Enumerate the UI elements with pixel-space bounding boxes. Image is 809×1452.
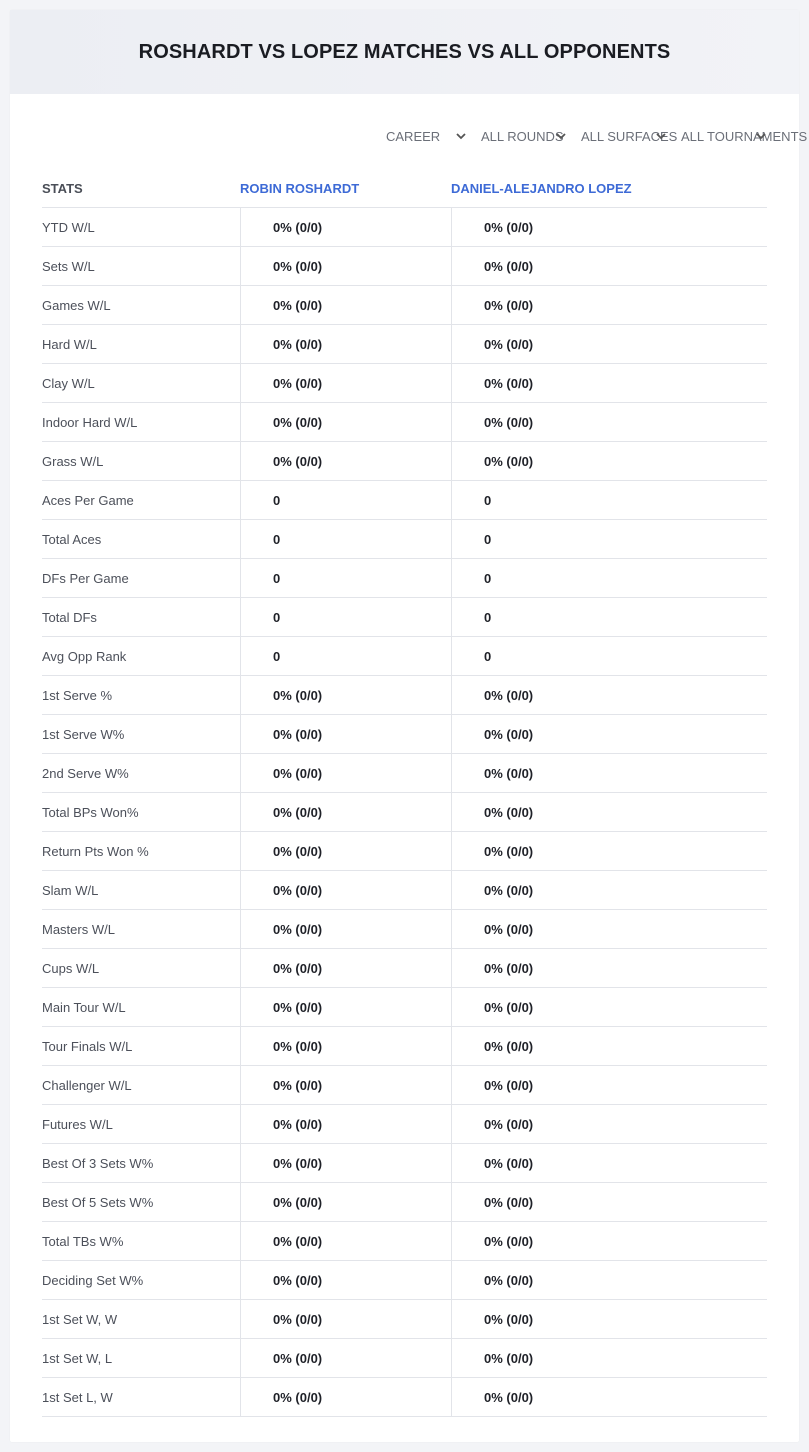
player2-value: 0% (0/0) bbox=[451, 676, 767, 714]
player2-value: 0% (0/0) bbox=[451, 1066, 767, 1104]
table-row bbox=[42, 1300, 767, 1339]
chevron-down-icon bbox=[755, 130, 767, 142]
surfaces-select-label: ALL SURFACES bbox=[581, 128, 678, 144]
player2-value: 0% (0/0) bbox=[451, 910, 767, 948]
table-row bbox=[42, 676, 767, 715]
player1-value: 0% (0/0) bbox=[240, 988, 451, 1026]
player2-value: 0% (0/0) bbox=[451, 1144, 767, 1182]
player1-value: 0% (0/0) bbox=[240, 715, 451, 753]
page-title: ROSHARDT VS LOPEZ MATCHES VS ALL OPPONENTS bbox=[138, 40, 671, 63]
player2-value: 0% (0/0) bbox=[451, 793, 767, 831]
player1-value: 0% (0/0) bbox=[240, 676, 451, 714]
stat-label: YTD W/L bbox=[42, 219, 95, 235]
player1-value: 0% (0/0) bbox=[240, 1144, 451, 1182]
player2-value: 0% (0/0) bbox=[451, 1105, 767, 1143]
player1-value: 0% (0/0) bbox=[240, 364, 451, 402]
stat-label: 1st Serve % bbox=[42, 687, 113, 703]
table-row bbox=[42, 949, 767, 988]
table-row bbox=[42, 520, 767, 559]
player1-value: 0 bbox=[240, 598, 451, 636]
stat-label: Hard W/L bbox=[42, 336, 97, 352]
stat-label: DFs Per Game bbox=[42, 570, 129, 586]
player2-value: 0 bbox=[451, 598, 767, 636]
stat-label: Total DFs bbox=[42, 609, 97, 625]
player1-value: 0% (0/0) bbox=[240, 247, 451, 285]
player2-link[interactable]: DANIEL-ALEJANDRO LOPEZ bbox=[451, 181, 632, 196]
player2-value: 0 bbox=[451, 520, 767, 558]
table-row bbox=[42, 1378, 767, 1417]
stat-label: Clay W/L bbox=[42, 375, 95, 391]
player1-value: 0% (0/0) bbox=[240, 1300, 451, 1338]
player1-value: 0% (0/0) bbox=[240, 325, 451, 363]
player2-value: 0% (0/0) bbox=[451, 871, 767, 909]
table-row bbox=[42, 871, 767, 910]
player2-value: 0% (0/0) bbox=[451, 1378, 767, 1416]
player2-value: 0% (0/0) bbox=[451, 1183, 767, 1221]
stat-label: Main Tour W/L bbox=[42, 999, 126, 1015]
player2-value: 0% (0/0) bbox=[451, 988, 767, 1026]
player2-value: 0% (0/0) bbox=[451, 949, 767, 987]
stat-label: Slam W/L bbox=[42, 882, 99, 898]
stat-label: 1st Set L, W bbox=[42, 1389, 113, 1405]
table-row bbox=[42, 1339, 767, 1378]
table-row bbox=[42, 1105, 767, 1144]
table-row bbox=[42, 1144, 767, 1183]
table-row bbox=[42, 247, 767, 286]
stat-label: 1st Serve W% bbox=[42, 726, 125, 742]
stat-label: Total BPs Won% bbox=[42, 804, 139, 820]
table-row bbox=[42, 208, 767, 247]
player2-value: 0% (0/0) bbox=[451, 1222, 767, 1260]
player1-value: 0 bbox=[240, 559, 451, 597]
player1-value: 0% (0/0) bbox=[240, 910, 451, 948]
player1-value: 0% (0/0) bbox=[240, 754, 451, 792]
stat-label: Aces Per Game bbox=[42, 492, 134, 508]
table-row bbox=[42, 1183, 767, 1222]
stat-label: 2nd Serve W% bbox=[42, 765, 129, 781]
player2-value: 0% (0/0) bbox=[451, 247, 767, 285]
stat-label: Avg Opp Rank bbox=[42, 648, 127, 664]
table-header bbox=[42, 170, 767, 208]
player1-value: 0% (0/0) bbox=[240, 442, 451, 480]
chevron-down-icon bbox=[455, 130, 467, 142]
table-row bbox=[42, 988, 767, 1027]
player2-value: 0% (0/0) bbox=[451, 403, 767, 441]
stat-label: Best Of 3 Sets W% bbox=[42, 1155, 154, 1171]
player2-value: 0 bbox=[451, 481, 767, 519]
table-row bbox=[42, 832, 767, 871]
tournaments-select[interactable] bbox=[677, 126, 808, 146]
stat-label: Indoor Hard W/L bbox=[42, 414, 138, 430]
stat-label: Futures W/L bbox=[42, 1116, 113, 1132]
table-row bbox=[42, 1027, 767, 1066]
stat-label: Deciding Set W% bbox=[42, 1272, 144, 1288]
player1-value: 0% (0/0) bbox=[240, 1183, 451, 1221]
tournaments-select-label: ALL TOURNAMENTS bbox=[681, 128, 808, 144]
table-row bbox=[42, 364, 767, 403]
table-row bbox=[42, 559, 767, 598]
table-row bbox=[42, 481, 767, 520]
stat-label: 1st Set W, L bbox=[42, 1350, 113, 1366]
player2-value: 0 bbox=[451, 559, 767, 597]
stat-label: Challenger W/L bbox=[42, 1077, 132, 1093]
stat-label: Games W/L bbox=[42, 297, 111, 313]
page-header bbox=[10, 10, 799, 94]
stat-label: Grass W/L bbox=[42, 453, 104, 469]
table-row bbox=[42, 793, 767, 832]
player2-value: 0% (0/0) bbox=[451, 208, 767, 246]
player2-value: 0% (0/0) bbox=[451, 325, 767, 363]
stat-label: 1st Set W, W bbox=[42, 1311, 118, 1327]
filter-bar bbox=[382, 126, 808, 146]
player2-value: 0 bbox=[451, 637, 767, 675]
player1-value: 0% (0/0) bbox=[240, 1261, 451, 1299]
player1-value: 0% (0/0) bbox=[240, 1105, 451, 1143]
chevron-down-icon bbox=[655, 130, 667, 142]
player1-value: 0% (0/0) bbox=[240, 949, 451, 987]
player1-value: 0% (0/0) bbox=[240, 208, 451, 246]
player1-value: 0% (0/0) bbox=[240, 871, 451, 909]
player1-value: 0% (0/0) bbox=[240, 1378, 451, 1416]
table-row bbox=[42, 598, 767, 637]
player2-value: 0% (0/0) bbox=[451, 364, 767, 402]
stat-label: Sets W/L bbox=[42, 258, 95, 274]
stat-label: Tour Finals W/L bbox=[42, 1038, 133, 1054]
player1-value: 0% (0/0) bbox=[240, 1066, 451, 1104]
player2-value: 0% (0/0) bbox=[451, 1027, 767, 1065]
player1-value: 0% (0/0) bbox=[240, 793, 451, 831]
stat-label: Cups W/L bbox=[42, 960, 100, 976]
table-row bbox=[42, 1261, 767, 1300]
player1-value: 0 bbox=[240, 520, 451, 558]
table-row bbox=[42, 715, 767, 754]
rounds-select[interactable] bbox=[477, 126, 567, 146]
stats-table bbox=[42, 170, 767, 1417]
player2-value: 0% (0/0) bbox=[451, 715, 767, 753]
player2-value: 0% (0/0) bbox=[451, 1300, 767, 1338]
player1-value: 0 bbox=[240, 481, 451, 519]
player1-value: 0% (0/0) bbox=[240, 1222, 451, 1260]
player2-value: 0% (0/0) bbox=[451, 286, 767, 324]
player1-value: 0% (0/0) bbox=[240, 286, 451, 324]
table-row bbox=[42, 1222, 767, 1261]
period-select-label: CAREER bbox=[386, 128, 441, 144]
table-row bbox=[42, 442, 767, 481]
chevron-down-icon bbox=[555, 130, 567, 142]
player2-value: 0% (0/0) bbox=[451, 754, 767, 792]
player1-value: 0% (0/0) bbox=[240, 1027, 451, 1065]
table-body bbox=[42, 208, 767, 1417]
table-row bbox=[42, 325, 767, 364]
stat-label: Masters W/L bbox=[42, 921, 115, 937]
table-row bbox=[42, 403, 767, 442]
table-row bbox=[42, 1066, 767, 1105]
stat-label: Best Of 5 Sets W% bbox=[42, 1194, 154, 1210]
player1-value: 0% (0/0) bbox=[240, 403, 451, 441]
table-row bbox=[42, 754, 767, 793]
table-row bbox=[42, 637, 767, 676]
rounds-select-label: ALL ROUNDS bbox=[481, 128, 564, 144]
player1-value: 0% (0/0) bbox=[240, 1339, 451, 1377]
table-row bbox=[42, 910, 767, 949]
player1-link[interactable]: ROBIN ROSHARDT bbox=[240, 181, 360, 196]
comparison-card bbox=[10, 10, 808, 1442]
stat-label: Total Aces bbox=[42, 531, 102, 547]
player2-value: 0% (0/0) bbox=[451, 832, 767, 870]
player2-value: 0% (0/0) bbox=[451, 442, 767, 480]
player1-value: 0% (0/0) bbox=[240, 832, 451, 870]
surfaces-select[interactable] bbox=[577, 126, 678, 146]
player1-value: 0 bbox=[240, 637, 451, 675]
player2-value: 0% (0/0) bbox=[451, 1339, 767, 1377]
stat-label: Return Pts Won % bbox=[42, 843, 149, 859]
player2-value: 0% (0/0) bbox=[451, 1261, 767, 1299]
period-select[interactable] bbox=[382, 126, 467, 146]
stat-label: Total TBs W% bbox=[42, 1233, 124, 1249]
table-row bbox=[42, 286, 767, 325]
stats-column-header: STATS bbox=[42, 181, 83, 196]
